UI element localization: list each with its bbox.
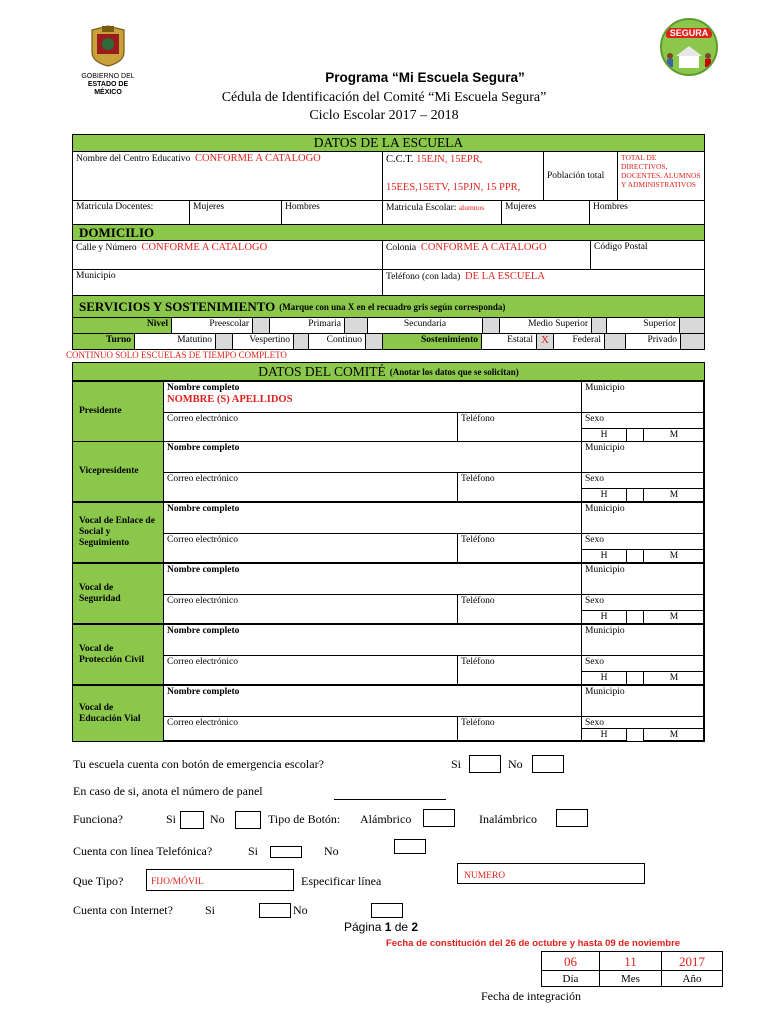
municipio-label: Municipio [585, 626, 625, 636]
comite-note: (Anotar los datos que se solicitan) [389, 366, 519, 377]
q-internet: Cuenta con Internet? [73, 903, 173, 917]
continuo-note: CONTINUO SOLO ESCUELAS DE TIEMPO COMPLETO [66, 350, 287, 360]
sexo-h-checkbox[interactable] [626, 610, 644, 624]
privado-label: Privado [647, 335, 677, 345]
role-name: Presidente [79, 406, 122, 416]
cp-cell[interactable] [590, 240, 705, 270]
mat-escolar-cell [382, 200, 502, 225]
nombre-completo-label: Nombre completo [167, 565, 240, 575]
superior-label: Superior [643, 319, 676, 329]
matutino-label: Matutino [177, 335, 212, 345]
medio-superior-label: Medio Superior [528, 319, 588, 329]
sexo-h-checkbox[interactable] [626, 549, 644, 563]
docentes-hombres-cell[interactable] [281, 200, 383, 225]
turno-vespertino [232, 333, 294, 350]
nombre-centro-cell[interactable] [72, 151, 383, 201]
sexo-cell [581, 472, 705, 489]
telefono-cell[interactable] [457, 412, 582, 442]
sost-estatal [481, 333, 537, 350]
municipio-label: Municipio [585, 504, 625, 514]
telefono-escuela-cell[interactable] [382, 269, 705, 296]
cct-cell[interactable] [382, 151, 544, 201]
correo-cell[interactable] [163, 412, 458, 442]
sexo-m-cell[interactable] [643, 671, 705, 685]
servicios-header [72, 295, 705, 318]
children-icon [662, 46, 716, 70]
role-cell [72, 502, 164, 563]
dia-value: 06 [564, 954, 577, 969]
nivel-superior [606, 317, 680, 334]
telefono-escuela-value: DE LA ESCUELA [465, 271, 545, 282]
role-name: Vocal de Seguridad [79, 582, 121, 604]
dia-label: Día [562, 973, 579, 985]
logo-segura-text: SEGURA [666, 28, 712, 38]
colonia-cell[interactable] [382, 240, 591, 270]
federal-checkbox[interactable] [604, 333, 626, 350]
pagina-num: 1 [384, 920, 392, 934]
sexo-cell [581, 533, 705, 550]
role-cell [72, 381, 164, 442]
alambrico-checkbox[interactable] [423, 809, 455, 827]
sexo-h-checkbox[interactable] [626, 671, 644, 685]
q-boton-si-label: Si [451, 757, 462, 771]
comite-title: DATOS DEL COMITÉ [258, 363, 386, 379]
sexo-label: Sexo [585, 596, 604, 606]
estatal-checkbox[interactable] [536, 333, 554, 350]
mes-label-cell [599, 970, 662, 987]
q-inalambrico-label: Inalámbrico [479, 812, 537, 826]
sexo-cell [581, 655, 705, 672]
mat-docentes-label: Matricula Docentes: [76, 202, 154, 212]
role-name: Vocal de Enlace de Social y Seguimiento [79, 516, 155, 548]
nombre-completo-cell[interactable] [163, 563, 582, 595]
sexo-m-cell[interactable] [643, 549, 705, 563]
escolar-mujeres-cell[interactable] [501, 200, 590, 225]
telefono-label: Teléfono [461, 718, 495, 728]
q-alambrico-label: Alámbrico [360, 812, 412, 826]
calle-label: Calle y Número [76, 243, 137, 253]
mat-docentes-cell [72, 200, 190, 225]
correo-label: Correo electrónico [167, 535, 238, 545]
estatal-mark: X [541, 334, 549, 346]
escolar-hombres-cell[interactable] [589, 200, 705, 225]
municipio-label: Municipio [585, 383, 625, 393]
sexo-h-checkbox[interactable] [626, 728, 644, 742]
q-panel: En caso de si, anota el número de panel [73, 784, 263, 798]
q-linea-no-label: No [324, 844, 339, 858]
sexo-h-label: H [600, 430, 608, 440]
calle-cell[interactable] [72, 240, 383, 270]
nombre-completo-cell[interactable] [163, 624, 582, 656]
que-tipo-value: FIJO/MÓVIL [151, 877, 204, 887]
q-tipo-boton: Tipo de Botón: [268, 812, 341, 826]
municipio-cell[interactable] [581, 685, 705, 717]
colonia-value: CONFORME A CATALOGO [420, 242, 547, 253]
escolar-hombres-label: Hombres [593, 202, 628, 212]
sexo-cell [581, 412, 705, 429]
nombre-completo-label: Nombre completo [167, 383, 240, 393]
poblacion-value-cell[interactable] [617, 151, 705, 201]
servicios-title: SERVICIOS Y SOSTENIMIENTO [79, 298, 276, 314]
turno-label: Turno [106, 335, 131, 345]
sexo-h-label: H [600, 551, 608, 561]
nivel-primaria [269, 317, 345, 334]
calle-value: CONFORME A CATALOGO [141, 242, 268, 253]
mat-escolar-value: alumnos [458, 203, 485, 212]
pagina-pre: Página [344, 920, 385, 934]
nombre-example: NOMBRE (S) APELLIDOS [167, 394, 293, 405]
correo-label: Correo electrónico [167, 718, 238, 728]
sexo-label: Sexo [585, 535, 604, 545]
inalambrico-checkbox[interactable] [556, 809, 588, 827]
linea-no-checkbox[interactable] [394, 839, 426, 854]
correo-cell[interactable] [163, 655, 458, 685]
sexo-m-label: M [669, 673, 679, 683]
internet-si-checkbox[interactable] [259, 903, 291, 918]
nivel-preescolar [171, 317, 253, 334]
telefono-cell[interactable] [457, 655, 582, 685]
poblacion-value: TOTAL DE DIRECTIVOS, DOCENTES, ALUMNOS Y ADMINISTRATIVOS [621, 153, 701, 189]
primaria-checkbox[interactable] [344, 317, 368, 334]
anio-label-cell [661, 970, 723, 987]
sexo-m-cell[interactable] [643, 488, 705, 502]
sexo-label: Sexo [585, 414, 604, 424]
docentes-hombres-label: Hombres [285, 202, 320, 212]
domicilio-title: DOMICILIO [79, 224, 155, 240]
escuela-title: DATOS DE LA ESCUELA [313, 135, 464, 150]
comite-header [72, 362, 705, 381]
q-especificar: Especificar línea [301, 874, 382, 888]
sexo-h-cell[interactable] [581, 610, 627, 624]
telefono-label: Teléfono [461, 414, 495, 424]
municipio-cell[interactable] [72, 269, 383, 296]
sexo-label: Sexo [585, 718, 604, 728]
q-linea: Cuenta con línea Telefónica? [73, 844, 213, 858]
fecha-constitucion: Fecha de constitución del 26 de octubre y hasta 09 de noviembre [386, 938, 681, 949]
gov-line2: ESTADO DE MÉXICO [87, 81, 129, 96]
municipio-label: Municipio [585, 443, 625, 453]
sexo-h-label: H [600, 730, 608, 740]
mes-value-cell[interactable] [599, 951, 662, 971]
nombre-centro-label: Nombre del Centro Educativo [76, 154, 191, 164]
role-cell [72, 624, 164, 685]
preescolar-label: Preescolar [209, 319, 249, 329]
sexo-m-label: M [669, 730, 679, 740]
que-tipo-field[interactable] [146, 869, 294, 891]
nombre-completo-cell[interactable] [163, 381, 582, 413]
telefono-cell[interactable] [457, 716, 582, 742]
mes-label: Mes [621, 973, 640, 985]
telefono-label: Teléfono [461, 596, 495, 606]
q-boton-no-label: No [508, 757, 523, 771]
turno-matutino [134, 333, 216, 350]
escolar-mujeres-label: Mujeres [505, 202, 537, 212]
telefono-cell[interactable] [457, 594, 582, 624]
domicilio-header [72, 224, 705, 241]
municipio-cell[interactable] [581, 441, 705, 473]
correo-label: Correo electrónico [167, 596, 238, 606]
secundaria-checkbox[interactable] [482, 317, 500, 334]
sexo-m-cell[interactable] [643, 610, 705, 624]
continuo-checkbox[interactable] [365, 333, 383, 350]
sexo-h-label: H [600, 490, 608, 500]
nombre-completo-cell[interactable] [163, 441, 582, 473]
municipio-cell[interactable] [581, 624, 705, 656]
vespertino-checkbox[interactable] [293, 333, 309, 350]
anio-value: 2017 [679, 954, 705, 969]
matutino-checkbox[interactable] [215, 333, 233, 350]
secundaria-label: Secundaria [403, 319, 447, 329]
escuela-header [72, 134, 705, 152]
sexo-m-cell[interactable] [643, 728, 705, 742]
panel-number-line[interactable] [334, 799, 446, 800]
correo-cell[interactable] [163, 594, 458, 624]
dia-label-cell [541, 970, 600, 987]
correo-cell[interactable] [163, 716, 458, 742]
q-que-tipo: Que Tipo? [73, 874, 124, 888]
mi-escuela-segura-logo [660, 18, 718, 76]
funciona-si-checkbox[interactable] [180, 811, 204, 829]
vespertino-label: Vespertino [249, 335, 290, 345]
nombre-completo-label: Nombre completo [167, 443, 240, 453]
fecha-integracion: Fecha de integración [481, 989, 581, 1003]
sexo-h-checkbox[interactable] [626, 428, 644, 442]
municipio-label: Municipio [585, 687, 625, 697]
nivel-label: Nivel [146, 319, 168, 329]
q-internet-si-label: Si [205, 903, 216, 917]
sexo-h-cell[interactable] [581, 728, 627, 742]
sexo-h-checkbox[interactable] [626, 488, 644, 502]
municipio-cell[interactable] [581, 563, 705, 595]
q-funciona-no-label: No [210, 812, 225, 826]
nombre-completo-label: Nombre completo [167, 504, 240, 514]
continuo-label: Continuo [326, 335, 362, 345]
pagina-mid: de [391, 920, 412, 934]
q-internet-no-label: No [293, 903, 308, 917]
sexo-cell [581, 594, 705, 611]
poblacion-label-cell [543, 151, 618, 201]
sostenimiento-label: Sostenimiento [421, 335, 478, 345]
gov-line1: GOBIERNO DEL [81, 73, 135, 80]
funciona-no-checkbox[interactable] [235, 811, 261, 829]
linea-si-checkbox[interactable] [270, 846, 302, 858]
superior-checkbox[interactable] [679, 317, 705, 334]
sexo-label: Sexo [585, 657, 604, 667]
sexo-h-label: H [600, 612, 608, 622]
preescolar-checkbox[interactable] [252, 317, 270, 334]
correo-cell[interactable] [163, 533, 458, 563]
nombre-centro-value: CONFORME A CATALOGO [194, 153, 321, 164]
federal-label: Federal [572, 335, 601, 345]
ciclo-title: Ciclo Escolar 2017 – 2018 [309, 108, 459, 123]
telefono-cell[interactable] [457, 472, 582, 502]
sexo-m-label: M [669, 490, 679, 500]
telefono-label: Teléfono [461, 535, 495, 545]
sexo-m-label: M [669, 612, 679, 622]
cct-value2: 15EES,15ETV, 15PJN, 15 PPR, [386, 182, 521, 193]
pagina-total: 2 [411, 920, 419, 934]
telefono-escuela-label: Teléfono (con lada) [386, 272, 461, 282]
internet-no-checkbox[interactable] [371, 903, 403, 918]
role-name: Vocal de Protección Civil [79, 643, 144, 665]
sost-federal [553, 333, 605, 350]
turno-continuo [308, 333, 366, 350]
municipio-cell[interactable] [581, 502, 705, 534]
sexo-h-cell[interactable] [581, 549, 627, 563]
q-funciona: Funciona? [73, 812, 123, 826]
docentes-mujeres-cell[interactable] [189, 200, 282, 225]
correo-cell[interactable] [163, 472, 458, 502]
sexo-h-cell[interactable] [581, 671, 627, 685]
anio-value-cell[interactable] [661, 951, 723, 971]
q-linea-si-label: Si [248, 844, 259, 858]
sost-privado [625, 333, 681, 350]
municipio-label: Municipio [76, 271, 116, 281]
nombre-completo-label: Nombre completo [167, 626, 240, 636]
telefono-cell[interactable] [457, 533, 582, 563]
poblacion-label: Población total [547, 170, 605, 181]
sexo-h-label: H [600, 673, 608, 683]
coat-of-arms-icon [78, 24, 138, 68]
anio-label: Año [682, 973, 702, 985]
mat-escolar-label: Matricula Escolar: [386, 203, 457, 213]
servicios-note: (Marque con una X en el recuadro gris según corresponda) [279, 301, 506, 312]
sexo-h-cell[interactable] [581, 488, 627, 502]
role-cell [72, 563, 164, 624]
colonia-label: Colonia [386, 243, 417, 253]
role-name: Vocal de Educación Vial [79, 702, 141, 724]
cct-value1: 15EJN, 15EPR, [416, 154, 483, 165]
cp-label: Código Postal [594, 242, 648, 252]
nivel-medio-superior [499, 317, 592, 334]
privado-checkbox[interactable] [680, 333, 705, 350]
correo-label: Correo electrónico [167, 474, 238, 484]
dia-value-cell[interactable] [541, 951, 600, 971]
program-title: Programa “Mi Escuela Segura” [325, 70, 525, 85]
q-funciona-si-label: Si [166, 812, 177, 826]
boton-si-checkbox[interactable] [469, 755, 501, 773]
sexo-label: Sexo [585, 474, 604, 484]
municipio-cell[interactable] [581, 381, 705, 413]
numero-field[interactable] [457, 863, 645, 884]
q-boton: Tu escuela cuenta con botón de emergencia escolar? [73, 757, 324, 771]
correo-label: Correo electrónico [167, 657, 238, 667]
sexo-m-label: M [669, 430, 679, 440]
municipio-label: Municipio [585, 565, 625, 575]
role-cell [72, 441, 164, 502]
sostenimiento-label-cell [382, 333, 482, 350]
telefono-label: Teléfono [461, 474, 495, 484]
nivel-secundaria [367, 317, 483, 334]
docentes-mujeres-label: Mujeres [193, 202, 225, 212]
estatal-label: Estatal [507, 335, 533, 345]
medio-superior-checkbox[interactable] [591, 317, 607, 334]
mes-value: 11 [624, 954, 637, 969]
turno-label-cell [72, 333, 135, 350]
numero-value: NUMERO [464, 871, 506, 881]
page-number [344, 920, 418, 934]
sexo-m-cell[interactable] [643, 428, 705, 442]
correo-label: Correo electrónico [167, 414, 238, 424]
cct-label: C.C.T. [386, 154, 414, 165]
role-cell [72, 685, 164, 742]
primaria-label: Primaria [308, 319, 341, 329]
role-name: Vicepresidente [79, 466, 139, 476]
nombre-completo-label: Nombre completo [167, 687, 240, 697]
sexo-m-label: M [669, 551, 679, 561]
nombre-completo-cell[interactable] [163, 685, 582, 717]
nombre-completo-cell[interactable] [163, 502, 582, 534]
boton-no-checkbox[interactable] [532, 755, 564, 773]
sexo-h-cell[interactable] [581, 428, 627, 442]
cedula-title: Cédula de Identificación del Comité “Mi Escuela Segura” [221, 90, 547, 105]
nivel-label-cell [72, 317, 172, 334]
telefono-label: Teléfono [461, 657, 495, 667]
